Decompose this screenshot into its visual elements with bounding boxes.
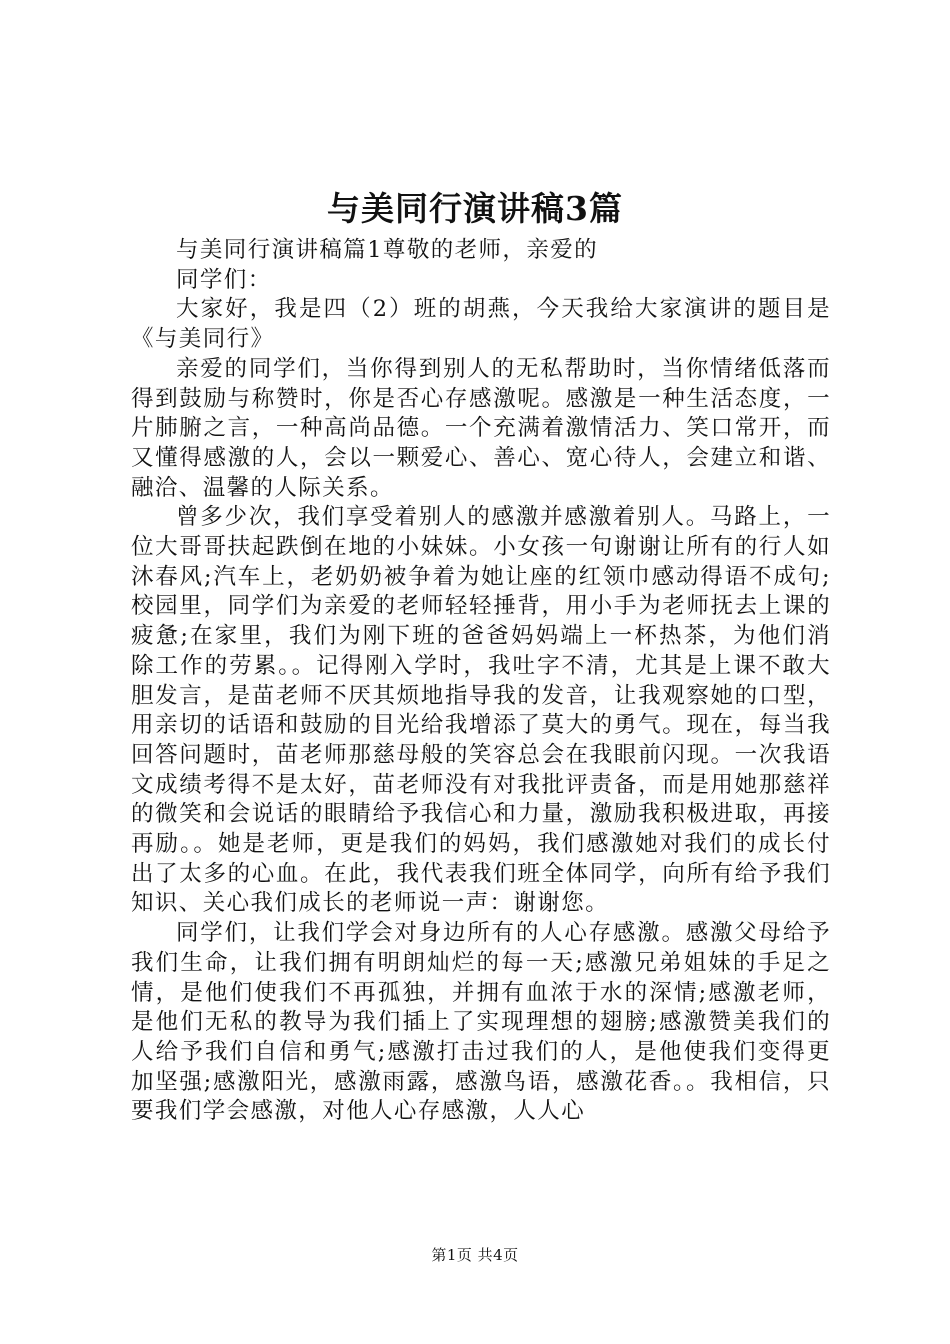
paragraph-2: 同学们： <box>176 266 272 293</box>
paragraph-3: 大家好，我是四（2）班的胡燕，今天我给大家演讲的题目是《与美同行》 <box>131 296 831 353</box>
paragraph-5: 曾多少次，我们享受着别人的感激并感激着别人。马路上，一位大哥哥扶起跌倒在地的小妹妹。小女孩一句谢谢让所有的行人如沐春风;汽车上，老奶奶被争着为她让座的红领巾感动得语不成句;校园里，同学们为亲爱的老师轻轻捶背，用小手为老师抚去上课的疲惫;在家里，我们为刚下班的爸爸妈妈端上一杯热茶，为他们消除工作的劳累。。记得刚入学时，我吐字不清，尤其是上课不敢大胆发言，是苗老师不厌其烦地指导我的发音，让我观察她的口型，用亲切的话语和鼓励的目光给我增添了莫大的勇气。现在，每当我回答问题时，苗老师那慈母般的笑容总会在我眼前闪现。一次我语文成绩考得不是太好，苗老师没有对我批评责备，而是用她那慈祥的微笑和会说话的眼睛给予我信心和力量，激励我积极进取，再接再励。。她是老师，更是我们的妈妈，我们感激她对我们的成长付出了太多的心血。在此，我代表我们班全体同学，向所有给予我们知识、关心我们成长的老师说一声：谢谢您。 <box>131 504 831 917</box>
paragraph-6: 同学们，让我们学会对身边所有的人心存感激。感激父母给予我们生命，让我们拥有明朗灿烂的每一天;感激兄弟姐妹的手足之情，是他们使我们不再孤独，并拥有血浓于水的深情;感激老师，是他们无私的教导为我们插上了实现理想的翅膀;感激赞美我们的人给予我们自信和勇气;感激打击过我们的人，是他使我们变得更加坚强;感激阳光，感激雨露，感激鸟语，感激花香。。我相信，只要我们学会感激，对他人心存感激，人人心 <box>131 920 831 1125</box>
document-body <box>131 236 831 1127</box>
paragraph-1: 与美同行演讲稿篇1尊敬的老师，亲爱的 <box>176 237 599 263</box>
paragraph-4: 亲爱的同学们，当你得到别人的无私帮助时，当你情绪低落而得到鼓励与称赞时，你是否心存感激呢。感激是一种生活态度，一片肺腑之言，一种高尚品德。一个充满着激情活力、笑口常开，而又懂得感激的人，会以一颗爱心、善心、宽心待人，会建立和谐、融洽、温馨的人际关系。 <box>131 355 831 501</box>
page-footer: 第1页 共4页 <box>431 1246 519 1264</box>
page-title: 与美同行演讲稿3篇 <box>327 189 623 228</box>
